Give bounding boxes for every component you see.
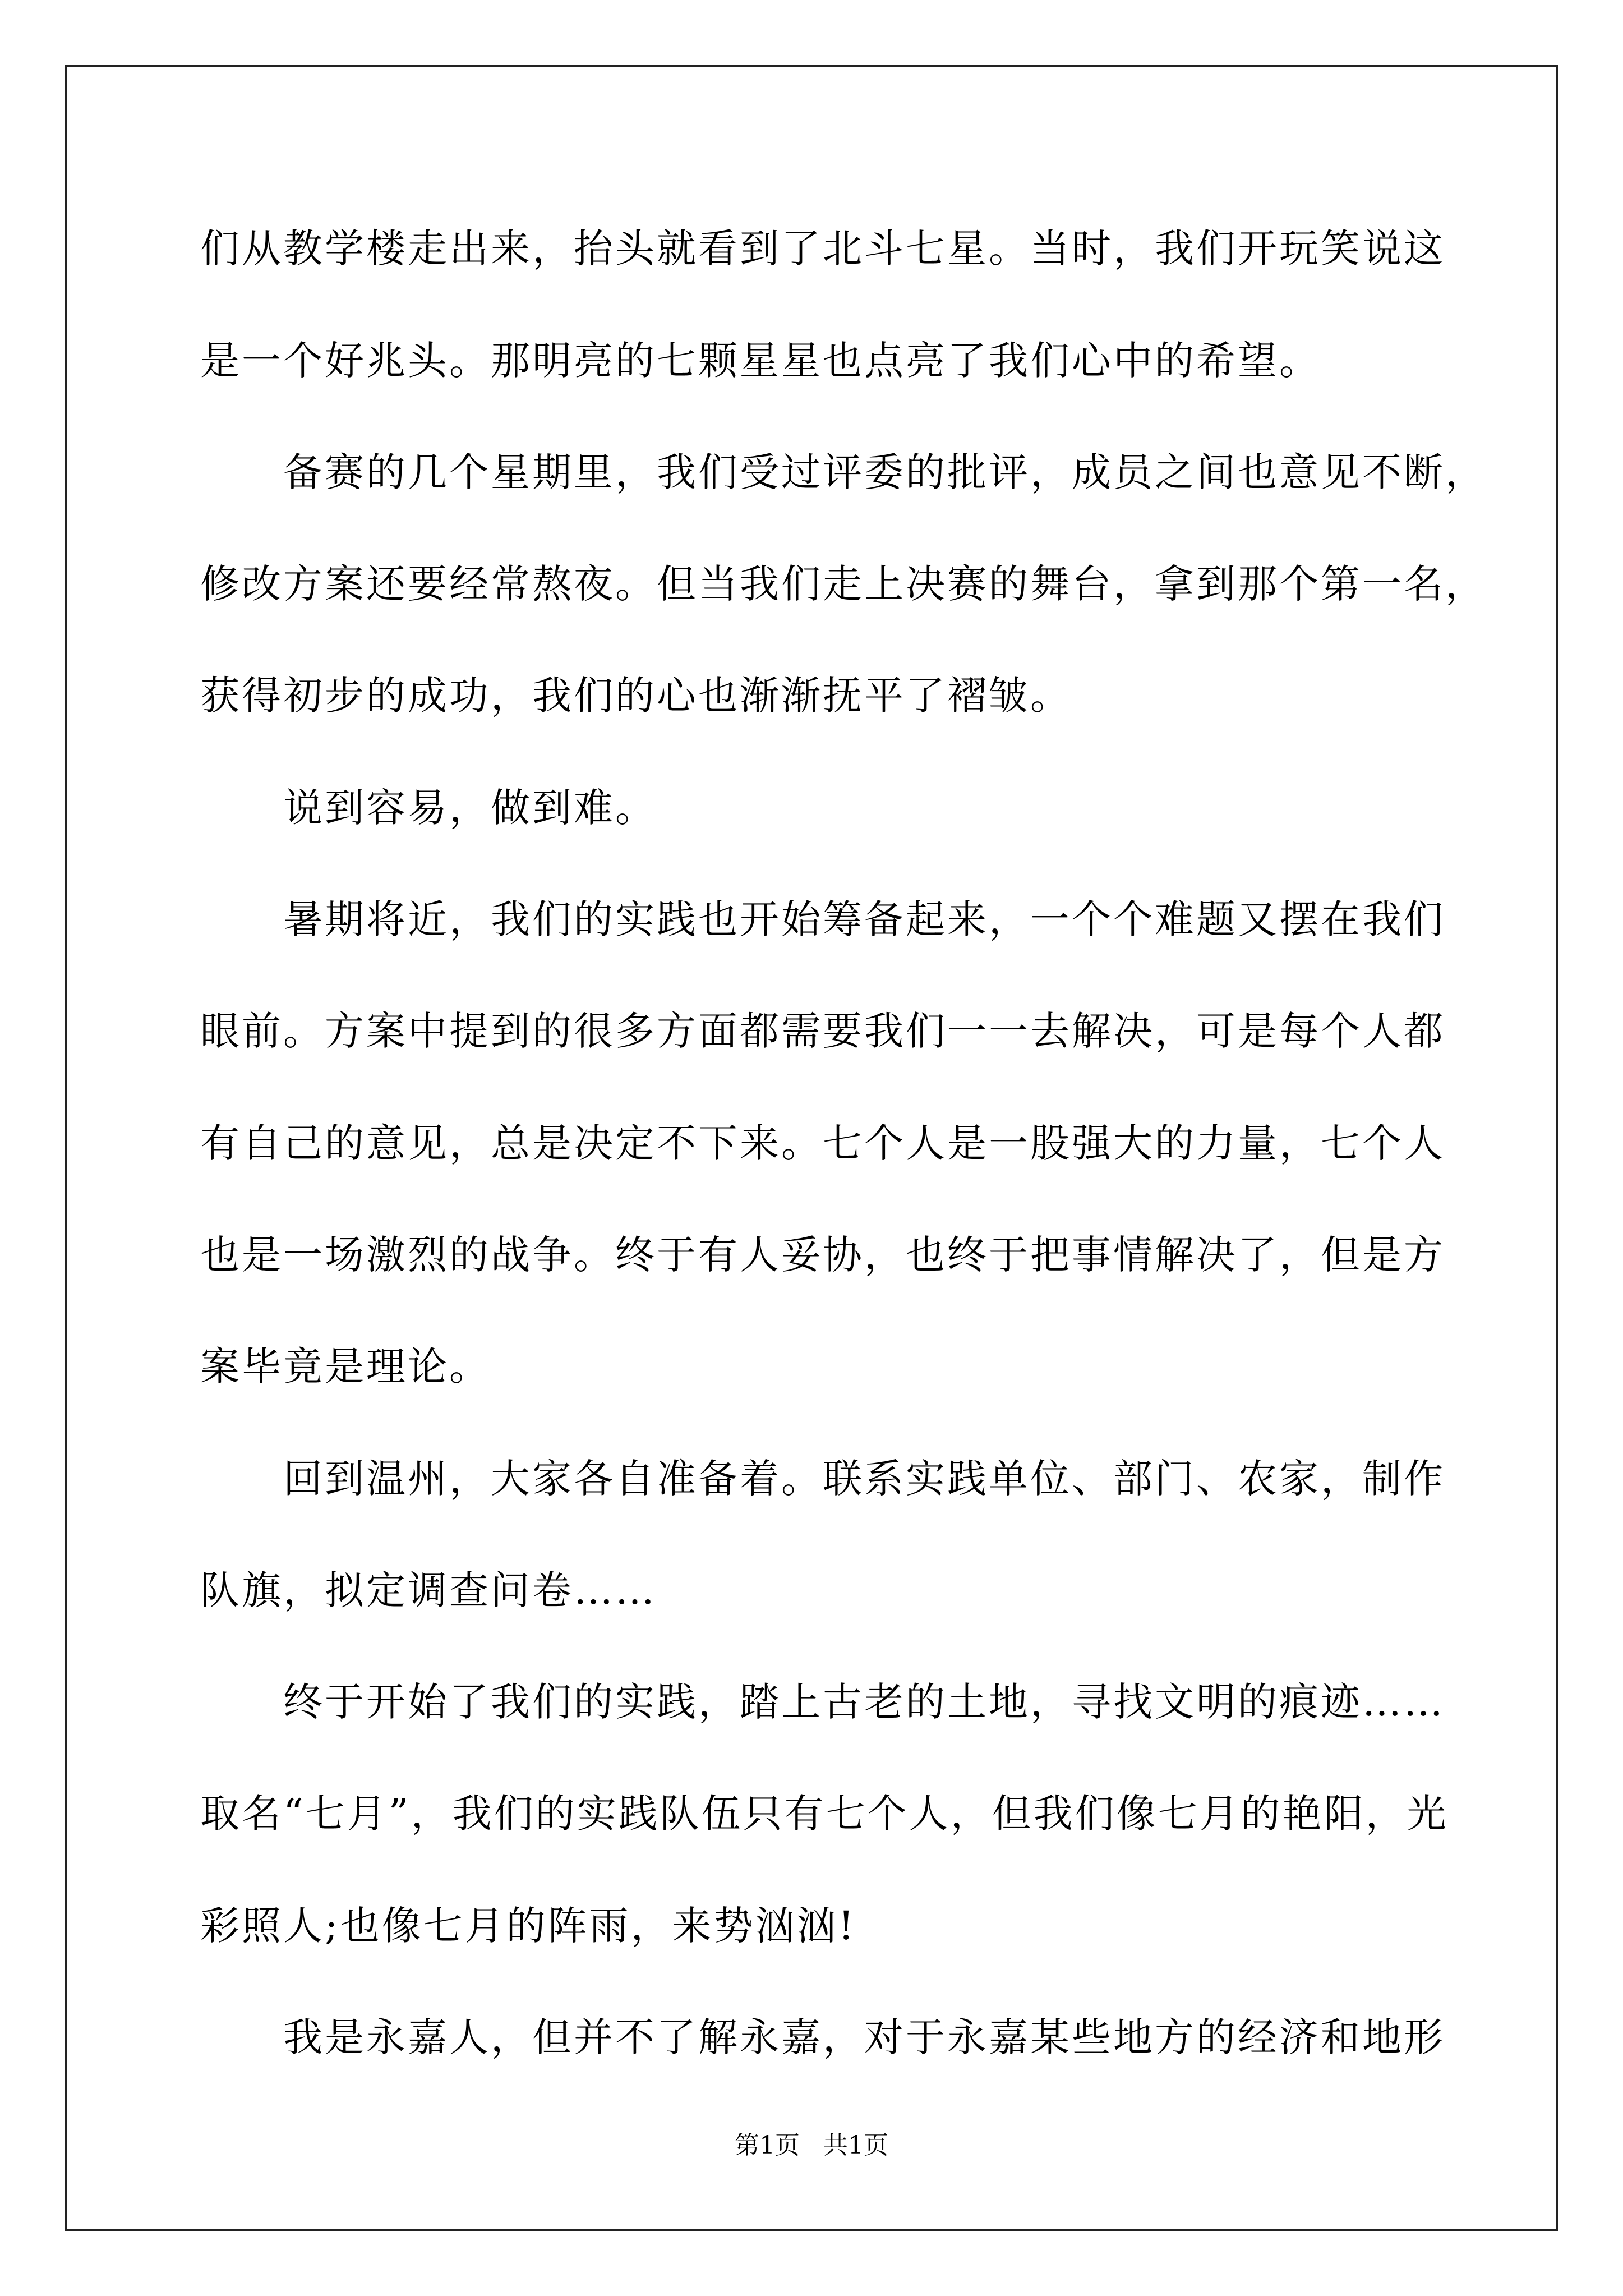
text-line: 终于开始了我们的实践，踏上古老的土地，寻找文明的痕迹…… [283,1679,1445,1725]
text-line: 眼前。方案中提到的很多方面都需要我们一一去解决，可是每个人都 [200,1008,1445,1054]
text-line: 彩照人;也像七月的阵雨，来势汹汹! [200,1903,856,1949]
text-line: 取名“七月”，我们的实践队伍只有七个人，但我们像七月的艳阳，光 [200,1791,1449,1837]
text-line: 有自己的意见，总是决定不下来。七个人是一股强大的力量，七个人 [200,1120,1445,1166]
text-line: 获得初步的成功，我们的心也渐渐抚平了褶皱。 [200,673,1072,719]
page-footer: 第1页 共1页 [735,2131,888,2160]
text-line: 是一个好兆头。那明亮的七颗星星也点亮了我们心中的希望。 [200,338,1321,384]
text-line: 们从教学楼走出来，抬头就看到了北斗七星。当时，我们开玩笑说这 [200,226,1445,272]
text-line: 也是一场激烈的战争。终于有人妥协，也终于把事情解决了，但是方 [200,1232,1445,1278]
text-line: 备赛的几个星期里，我们受过评委的批评，成员之间也意见不断， [283,449,1487,495]
text-line: 暑期将近，我们的实践也开始筹备起来，一个个难题又摆在我们 [283,896,1445,942]
text-line: 修改方案还要经常熬夜。但当我们走上决赛的舞台，拿到那个第一名， [200,561,1487,607]
text-line: 说到容易，做到难。 [283,785,657,831]
text-line: 我是永嘉人，但并不了解永嘉，对于永嘉某些地方的经济和地形 [283,2014,1445,2060]
text-line: 队旗，拟定调查问卷…… [200,1567,657,1613]
text-line: 回到温州，大家各自准备着。联系实践单位、部门、农家，制作 [283,1456,1445,1502]
text-line: 案毕竟是理论。 [200,1343,491,1389]
